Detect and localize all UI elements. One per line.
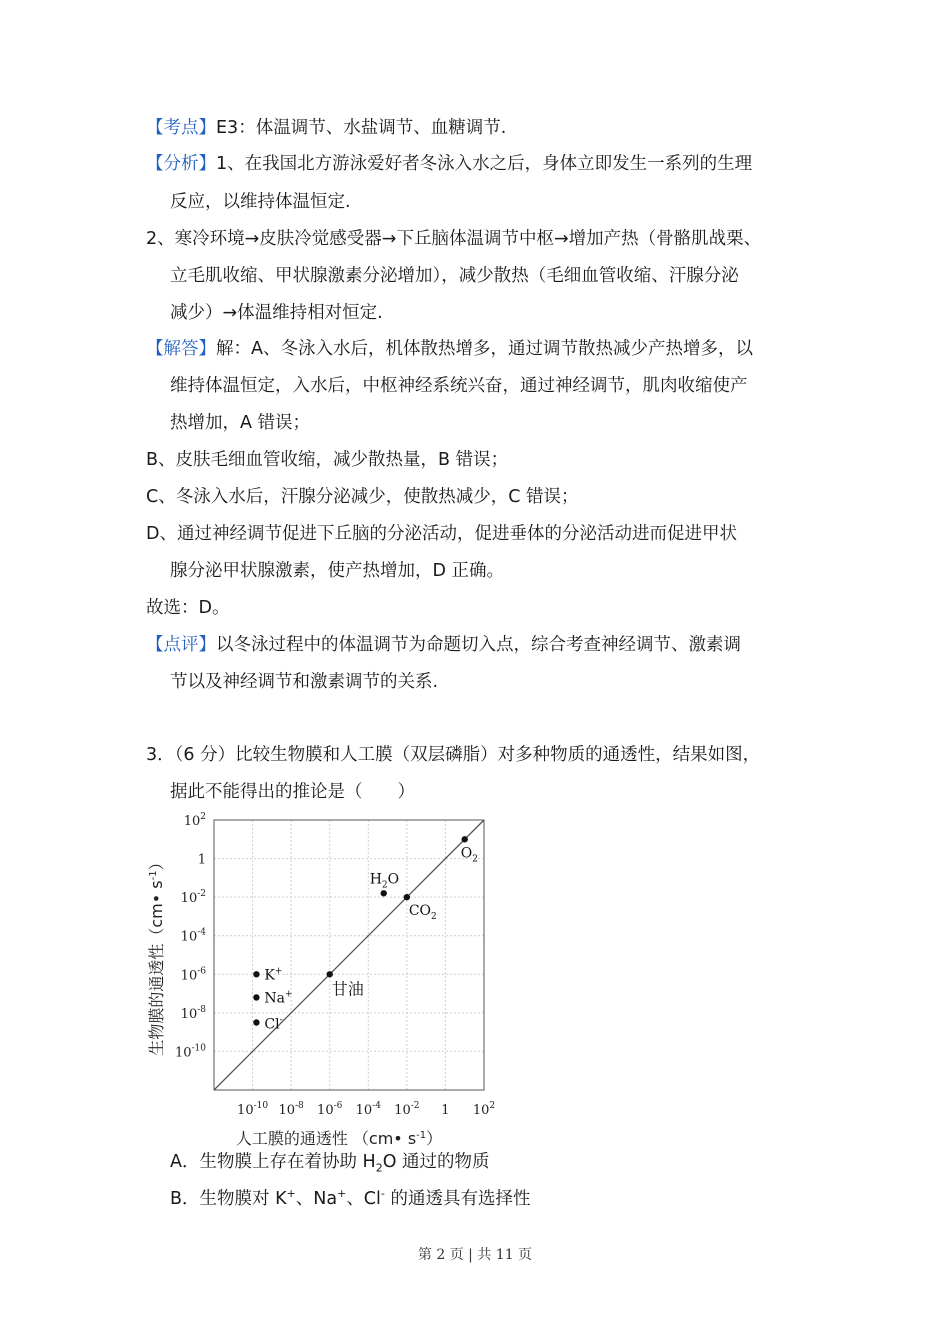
point-label-Na+: Na+ xyxy=(264,989,293,1007)
x-tick-label: $10^2$ xyxy=(472,1101,496,1118)
option-b-sup3: - xyxy=(380,1187,385,1201)
dianping-line2: 节以及神经调节和激素调节的关系. xyxy=(170,672,439,692)
reference-line xyxy=(214,820,484,1090)
data-point-Na+ xyxy=(253,994,259,1000)
dianping-tag: 点评 xyxy=(163,635,199,655)
option-b-suffix: 的通透具有选择性 xyxy=(384,1189,531,1209)
y-axis-label: 生物膜的通透性（cm• $s^{-1}$） xyxy=(147,854,166,1056)
point2-line1: 2、寒冷环境→皮肤冷觉感受器→下丘脑体温调节中枢→增加产热（骨骼肌战栗、 xyxy=(146,229,762,249)
option-a-sub: 2 xyxy=(375,1161,383,1175)
dianping-line1: 以冬泳过程中的体温调节为命题切入点，综合考查神经调节、激素调 xyxy=(216,635,741,655)
data-point-H2O xyxy=(381,890,387,896)
point-label-K+: K+ xyxy=(264,966,283,984)
x-axis-label: 人工膜的通透性 （cm• $s^{-1}$） xyxy=(235,1129,443,1148)
option-b xyxy=(170,1188,530,1210)
option-a-suffix: O 通过的物质 xyxy=(382,1152,490,1172)
option-d-explanation-1: D、通过神经调节促进下丘脑的分泌活动，促进垂体的分泌活动进而促进甲状 xyxy=(146,524,737,544)
y-tick-label: $10^{-6}$ xyxy=(180,966,206,984)
dianping-line: 【点评】以冬泳过程中的体温调节为命题切入点，综合考查神经调节、激素调 xyxy=(146,635,741,655)
option-b-prefix: B．生物膜对 K xyxy=(170,1189,287,1209)
y-tick-label: $10^{-8}$ xyxy=(180,1004,206,1022)
permeability-chart xyxy=(140,808,510,1148)
option-a-prefix: A．生物膜上存在着协助 H xyxy=(170,1152,376,1172)
x-tick-label: $10^{-2}$ xyxy=(394,1101,420,1118)
x-tick-label: $10^{-4}$ xyxy=(355,1101,381,1118)
kaodian-text: E3：体温调节、水盐调节、血糖调节. xyxy=(216,118,507,138)
jieda-tag: 解答 xyxy=(163,339,199,359)
data-point-Cl- xyxy=(253,1019,259,1025)
option-b-mid1: 、Na xyxy=(295,1189,338,1209)
data-point-甘油 xyxy=(327,971,333,977)
y-tick-label: 1 xyxy=(197,852,206,868)
x-tick-label: $10^{-10}$ xyxy=(237,1101,269,1118)
option-b-sup2: + xyxy=(337,1187,347,1201)
option-a xyxy=(170,1151,490,1173)
point-label-甘油: 甘油 xyxy=(331,979,364,999)
kaodian-line: 【考点】E3：体温调节、水盐调节、血糖调节. xyxy=(146,118,507,138)
point2-line3: 减少）→体温维持相对恒定. xyxy=(170,303,383,323)
option-b-mid2: 、Cl xyxy=(346,1189,381,1209)
fenxi-tag: 分析 xyxy=(163,154,199,174)
x-tick-label: $10^{-8}$ xyxy=(278,1101,304,1118)
answer-line: 故选：D。 xyxy=(146,598,230,618)
x-tick-label: $10^{-6}$ xyxy=(317,1101,343,1118)
jieda-line3: 热增加，A 错误； xyxy=(170,413,311,433)
option-b-sup1: + xyxy=(286,1187,296,1201)
jieda-line1: 解：A、冬泳入水后，机体散热增多，通过调节散热减少产热增多，以 xyxy=(216,339,753,359)
x-tick-label: 1 xyxy=(441,1103,450,1118)
kaodian-tag: 考点 xyxy=(163,118,199,138)
fenxi-line: 【分析】1、在我国北方游泳爱好者冬泳入水之后，身体立即发生一系列的生理 xyxy=(146,154,753,174)
data-point-O2 xyxy=(462,836,468,842)
jieda-line2: 维持体温恒定，入水后，中枢神经系统兴奋，通过神经调节，肌肉收缩使产 xyxy=(170,376,748,396)
data-point-CO2 xyxy=(404,894,410,900)
data-point-K+ xyxy=(253,971,259,977)
y-tick-label: $10^2$ xyxy=(183,812,206,829)
point-label-O2: $O_2$ xyxy=(460,845,478,865)
question3-stem-line2: 据此不能得出的推论是（ ） xyxy=(170,782,415,802)
option-d-explanation-2: 腺分泌甲状腺激素，使产热增加，D 正确。 xyxy=(170,561,505,581)
y-tick-label: $10^{-4}$ xyxy=(180,927,206,945)
point-label-H2O: $H_2O$ xyxy=(369,871,400,891)
y-tick-label: $10^{-2}$ xyxy=(180,889,206,907)
option-c-explanation: C、冬泳入水后，汗腺分泌减少，使散热减少，C 错误； xyxy=(146,487,579,507)
question3-stem-line1: 3．（6 分）比较生物膜和人工膜（双层磷脂）对多种物质的通透性，结果如图， xyxy=(146,745,761,765)
point-label-Cl-: Cl- xyxy=(264,1015,283,1033)
fenxi-line1: 1、在我国北方游泳爱好者冬泳入水之后，身体立即发生一系列的生理 xyxy=(216,154,753,174)
fenxi-line2: 反应，以维持体温恒定. xyxy=(170,192,351,212)
y-tick-label: $10^{-10}$ xyxy=(174,1043,206,1061)
point2-line2: 立毛肌收缩、甲状腺激素分泌增加），减少散热（毛细血管收缩、汗腺分泌 xyxy=(170,266,739,286)
jieda-line: 【解答】解：A、冬泳入水后，机体散热增多，通过调节散热减少产热增多，以 xyxy=(146,339,753,359)
point-label-CO2: $CO_2$ xyxy=(408,903,437,923)
page-footer: 第 2 页 | 共 11 页 xyxy=(417,1247,533,1263)
option-b-explanation: B、皮肤毛细血管收缩，减少散热量，B 错误； xyxy=(146,450,509,470)
